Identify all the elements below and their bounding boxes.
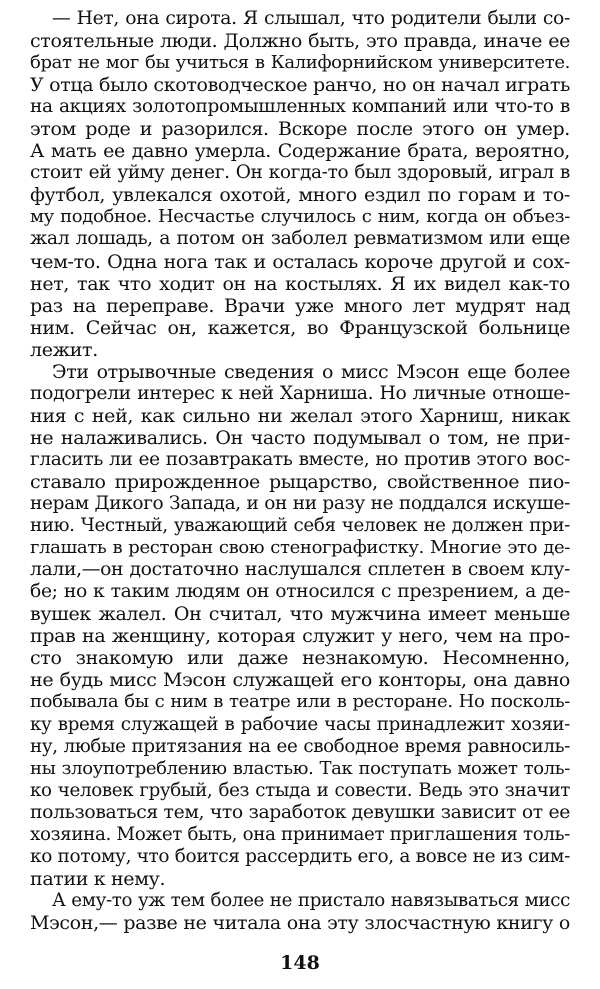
text-line: ну, любые притязания на ее свободное время равносиль- (30, 735, 570, 757)
paragraph (30, 8, 570, 361)
text-line: этом роде и разорился. Вскоре после этого он умер. (30, 118, 570, 141)
text-line: ку время служащей в рабочие часы принадлежит хозяи- (30, 713, 570, 735)
text-line: ним. Сейчас он, кажется, во Французской больнице (30, 316, 570, 339)
text-line: гласить ли ее позавтракать вместе, но против этого вос- (30, 448, 570, 470)
text-line: жал лошадь, а потом он заболел ревматизмом или еще (30, 228, 570, 250)
text-line: футбол, увлекался охотой, много ездил по горам и то- (30, 184, 570, 207)
text-line: чем-то. Одна нога так и осталась короче другой и сох- (30, 250, 570, 273)
text-line: А ему-то уж тем более не пристало навязываться мисс (52, 889, 570, 911)
text-line: ко потому, что боится рассердить его, а вовсе не из сим- (30, 845, 570, 867)
text-line: пользоваться тем, что заработок девушки зависит от ее (30, 801, 570, 823)
text-line: вушек жалел. Он считал, что мужчина имеет меньше (30, 603, 570, 626)
text-line: — Нет, она сирота. Я слышал, что родители были со- (52, 8, 570, 29)
text-line: на акциях золотопромышленных компаний или что-то в (30, 96, 570, 118)
text-line: не налаживались. Он часто подумывал о том, не при- (30, 426, 570, 449)
text-line: А мать ее давно умерла. Содержание брата, вероятно, (30, 140, 570, 163)
text-line: прав на женщину, которая служит у него, чем на про- (30, 625, 570, 648)
text-line: брат не мог бы учиться в Калифорнийском университете. (30, 52, 570, 74)
text-line: му подобное. Несчастье случилось с ним, когда он объез- (30, 206, 570, 228)
text-line: лежит. (30, 338, 98, 361)
text-line: нет, так что ходит он на костылях. Я их видел как-то (30, 272, 570, 295)
text-line: ния с ней, как сильно ни желал этого Харниш, никак (30, 404, 570, 427)
text-line: стоятельные люди. Должно быть, это правда, иначе ее (30, 30, 570, 53)
text-line: бе; но к таким людям он относился с презрением, а де- (30, 581, 570, 603)
page-number: 148 (280, 952, 320, 974)
paragraph (30, 361, 570, 890)
text-line: У отца было скотоводческое ранчо, но он начал играть (30, 74, 570, 97)
text-line: не будь мисс Мэсон служащей его конторы, она давно (30, 669, 570, 692)
text-line: подогрели интерес к ней Харниша. Но личные отноше- (30, 382, 570, 404)
text-line: ко человек грубый, без стыда и совести. Ведь это значит (30, 779, 570, 801)
text-line: патии к нему. (30, 867, 166, 890)
text-line: сто знакомую или даже незнакомую. Несомненно, (30, 647, 570, 670)
text-line: раз на переправе. Врачи уже много лет мудрят над (30, 294, 570, 317)
text-line: ставало прирожденное рыцарство, свойственное пио- (30, 470, 570, 493)
book-page (30, 8, 570, 983)
text-line: лали,—он достаточно наслушался сплетен в своем клу- (30, 559, 570, 581)
text-line: Эти отрывочные сведения о мисс Мэсон еще более (52, 360, 570, 383)
paragraph (30, 890, 570, 934)
text-line: ны злоупотреблению властью. Так поступать может толь- (30, 757, 570, 779)
text-line: хозяина. Может быть, она принимает приглашения толь- (30, 823, 570, 845)
text-line: глашать в ресторан свою стенографистку. Многие это де- (30, 537, 570, 559)
text-line: Мэсон,— разве не читала она эту злосчастную книгу о (30, 911, 570, 934)
text-line: нию. Честный, уважающий себя человек не должен при- (30, 515, 570, 537)
text-line: стоит ей уйму денег. Он когда-то был здоровый, играл в (30, 162, 570, 184)
text-line: нерам Дикого Запада, и он ни разу не поддался искуше- (30, 493, 570, 515)
text-line: побывала бы с ним в театре или в ресторане. Но посколь- (30, 691, 570, 713)
